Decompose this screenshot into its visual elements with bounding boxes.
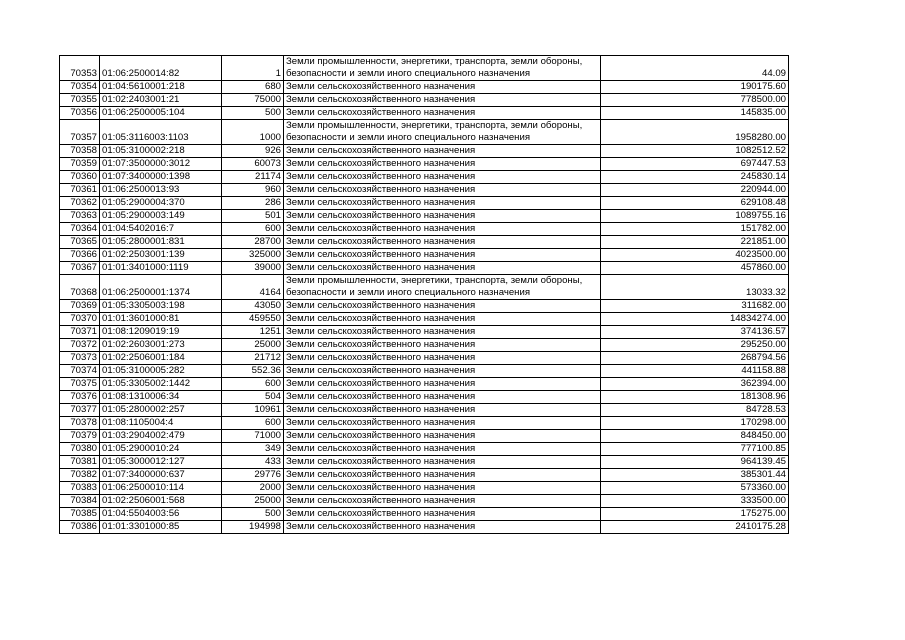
- area-cell: 28700: [222, 236, 284, 249]
- area-cell: 39000: [222, 262, 284, 275]
- land-category-cell: Земли промышленности, энергетики, транспорта, земли обороны, безопасности и земли иного специального назначения: [284, 56, 601, 81]
- cadastral-number-cell: 01:02:2403001:21: [100, 94, 222, 107]
- cadastral-value-cell: 441158.88: [601, 365, 789, 378]
- area-cell: 1000: [222, 120, 284, 145]
- area-cell: 600: [222, 378, 284, 391]
- row-number-cell: 70353: [60, 56, 100, 81]
- land-category-cell: Земли сельскохозяйственного назначения: [284, 417, 601, 430]
- cadastral-number-cell: 01:06:2500010:114: [100, 482, 222, 495]
- table-row: [60, 469, 789, 482]
- land-category-cell: Земли сельскохозяйственного назначения: [284, 223, 601, 236]
- cadastral-value-cell: 44.09: [601, 56, 789, 81]
- cadastral-number-cell: 01:06:2500001:1374: [100, 275, 222, 300]
- table-row: [60, 339, 789, 352]
- land-category-cell: Земли сельскохозяйственного назначения: [284, 236, 601, 249]
- area-cell: 459550: [222, 313, 284, 326]
- area-cell: 500: [222, 107, 284, 120]
- cadastral-number-cell: 01:05:2800002:257: [100, 404, 222, 417]
- land-category-cell: Земли сельскохозяйственного назначения: [284, 482, 601, 495]
- table-row: [60, 107, 789, 120]
- row-number-cell: 70378: [60, 417, 100, 430]
- row-number-cell: 70383: [60, 482, 100, 495]
- table-row: [60, 81, 789, 94]
- cadastral-value-cell: 1082512.52: [601, 145, 789, 158]
- area-cell: 1: [222, 56, 284, 81]
- cadastral-value-cell: 333500.00: [601, 495, 789, 508]
- cadastral-value-cell: 295250.00: [601, 339, 789, 352]
- row-number-cell: 70377: [60, 404, 100, 417]
- row-number-cell: 70376: [60, 391, 100, 404]
- land-category-cell: Земли сельскохозяйственного назначения: [284, 145, 601, 158]
- row-number-cell: 70361: [60, 184, 100, 197]
- cadastral-value-cell: 175275.00: [601, 508, 789, 521]
- table-row: [60, 326, 789, 339]
- cadastral-number-cell: 01:03:2904002:479: [100, 430, 222, 443]
- row-number-cell: 70360: [60, 171, 100, 184]
- table-row: [60, 404, 789, 417]
- cadastral-number-cell: 01:05:3116003:1103: [100, 120, 222, 145]
- row-number-cell: 70385: [60, 508, 100, 521]
- table-row: [60, 378, 789, 391]
- table-row: [60, 521, 789, 534]
- table-row: [60, 158, 789, 171]
- row-number-cell: 70374: [60, 365, 100, 378]
- cadastral-value-cell: 268794.56: [601, 352, 789, 365]
- table-row: [60, 145, 789, 158]
- cadastral-value-cell: 245830.14: [601, 171, 789, 184]
- cadastral-value-cell: 13033.32: [601, 275, 789, 300]
- area-cell: 29776: [222, 469, 284, 482]
- land-category-cell: Земли сельскохозяйственного назначения: [284, 94, 601, 107]
- table-row: [60, 184, 789, 197]
- row-number-cell: 70368: [60, 275, 100, 300]
- row-number-cell: 70373: [60, 352, 100, 365]
- table-row: [60, 262, 789, 275]
- row-number-cell: 70384: [60, 495, 100, 508]
- area-cell: 25000: [222, 339, 284, 352]
- table-row: [60, 495, 789, 508]
- cadastral-value-cell: 151782.00: [601, 223, 789, 236]
- cadastral-value-cell: 1089755.16: [601, 210, 789, 223]
- cadastral-value-cell: 848450.00: [601, 430, 789, 443]
- land-category-cell: Земли сельскохозяйственного назначения: [284, 443, 601, 456]
- row-number-cell: 70381: [60, 456, 100, 469]
- cadastral-number-cell: 01:05:2900003:149: [100, 210, 222, 223]
- cadastral-value-cell: 777100.85: [601, 443, 789, 456]
- land-category-cell: Земли сельскохозяйственного назначения: [284, 184, 601, 197]
- table-row: [60, 94, 789, 107]
- area-cell: 960: [222, 184, 284, 197]
- area-cell: 504: [222, 391, 284, 404]
- area-cell: 500: [222, 508, 284, 521]
- cadastral-number-cell: 01:04:5402016:7: [100, 223, 222, 236]
- cadastral-number-cell: 01:02:2506001:568: [100, 495, 222, 508]
- land-category-cell: Земли сельскохозяйственного назначения: [284, 262, 601, 275]
- land-category-cell: Земли сельскохозяйственного назначения: [284, 365, 601, 378]
- area-cell: 349: [222, 443, 284, 456]
- area-cell: 4164: [222, 275, 284, 300]
- table-row: [60, 508, 789, 521]
- cadastral-value-cell: 145835.00: [601, 107, 789, 120]
- land-category-cell: Земли промышленности, энергетики, транспорта, земли обороны, безопасности и земли иного специального назначения: [284, 120, 601, 145]
- table-row: [60, 236, 789, 249]
- cadastral-number-cell: 01:07:3400000:1398: [100, 171, 222, 184]
- cadastral-value-cell: 457860.00: [601, 262, 789, 275]
- cadastral-number-cell: 01:05:2900010:24: [100, 443, 222, 456]
- cadastral-number-cell: 01:05:2800001:831: [100, 236, 222, 249]
- cadastral-number-cell: 01:01:3301000:85: [100, 521, 222, 534]
- land-category-cell: Земли сельскохозяйственного назначения: [284, 404, 601, 417]
- land-category-cell: Земли сельскохозяйственного назначения: [284, 521, 601, 534]
- land-category-cell: Земли сельскохозяйственного назначения: [284, 81, 601, 94]
- row-number-cell: 70364: [60, 223, 100, 236]
- cadastral-number-cell: 01:01:3401000:1119: [100, 262, 222, 275]
- land-category-cell: Земли сельскохозяйственного назначения: [284, 378, 601, 391]
- cadastral-value-cell: 14834274.00: [601, 313, 789, 326]
- cadastral-value-cell: 1958280.00: [601, 120, 789, 145]
- table-row: [60, 443, 789, 456]
- area-cell: 71000: [222, 430, 284, 443]
- area-cell: 286: [222, 197, 284, 210]
- land-category-cell: Земли сельскохозяйственного назначения: [284, 391, 601, 404]
- table-row: [60, 300, 789, 313]
- row-number-cell: 70359: [60, 158, 100, 171]
- cadastral-number-cell: 01:08:1310006:34: [100, 391, 222, 404]
- cadastral-value-cell: 778500.00: [601, 94, 789, 107]
- row-number-cell: 70370: [60, 313, 100, 326]
- cadastral-number-cell: 01:08:1105004:4: [100, 417, 222, 430]
- table-row: [60, 171, 789, 184]
- area-cell: 600: [222, 223, 284, 236]
- area-cell: 10961: [222, 404, 284, 417]
- land-category-cell: Земли сельскохозяйственного назначения: [284, 197, 601, 210]
- area-cell: 600: [222, 417, 284, 430]
- row-number-cell: 70358: [60, 145, 100, 158]
- area-cell: 21712: [222, 352, 284, 365]
- cadastral-value-cell: 964139.45: [601, 456, 789, 469]
- row-number-cell: 70379: [60, 430, 100, 443]
- table-row: [60, 352, 789, 365]
- row-number-cell: 70367: [60, 262, 100, 275]
- table-row: [60, 197, 789, 210]
- row-number-cell: 70382: [60, 469, 100, 482]
- area-cell: 325000: [222, 249, 284, 262]
- table-row: [60, 482, 789, 495]
- table-row: [60, 430, 789, 443]
- table-row: [60, 417, 789, 430]
- cadastral-value-cell: 220944.00: [601, 184, 789, 197]
- area-cell: 680: [222, 81, 284, 94]
- table-row: [60, 223, 789, 236]
- cadastral-value-cell: 181308.96: [601, 391, 789, 404]
- cadastral-number-cell: 01:05:3305003:198: [100, 300, 222, 313]
- table-row: [60, 275, 789, 300]
- land-category-cell: Земли сельскохозяйственного назначения: [284, 352, 601, 365]
- table-row: [60, 249, 789, 262]
- row-number-cell: 70355: [60, 94, 100, 107]
- row-number-cell: 70363: [60, 210, 100, 223]
- land-category-cell: Земли сельскохозяйственного назначения: [284, 171, 601, 184]
- area-cell: 43050: [222, 300, 284, 313]
- row-number-cell: 70357: [60, 120, 100, 145]
- cadastral-number-cell: 01:04:5610001:218: [100, 81, 222, 94]
- cadastral-value-cell: 221851.00: [601, 236, 789, 249]
- cadastral-value-cell: 385301.44: [601, 469, 789, 482]
- cadastral-number-cell: 01:05:3100005:282: [100, 365, 222, 378]
- cadastral-value-cell: 374136.57: [601, 326, 789, 339]
- area-cell: 194998: [222, 521, 284, 534]
- cadastral-number-cell: 01:05:3000012:127: [100, 456, 222, 469]
- land-category-cell: Земли сельскохозяйственного назначения: [284, 210, 601, 223]
- land-category-cell: Земли сельскохозяйственного назначения: [284, 107, 601, 120]
- table-row: [60, 210, 789, 223]
- area-cell: 60073: [222, 158, 284, 171]
- land-category-cell: Земли сельскохозяйственного назначения: [284, 469, 601, 482]
- cadastral-number-cell: 01:07:3500000:3012: [100, 158, 222, 171]
- table-row: [60, 120, 789, 145]
- area-cell: 21174: [222, 171, 284, 184]
- area-cell: 433: [222, 456, 284, 469]
- land-category-cell: Земли сельскохозяйственного назначения: [284, 456, 601, 469]
- cadastral-number-cell: 01:06:2500013:93: [100, 184, 222, 197]
- area-cell: 501: [222, 210, 284, 223]
- cadastral-number-cell: 01:06:2500014:82: [100, 56, 222, 81]
- row-number-cell: 70369: [60, 300, 100, 313]
- land-category-cell: Земли сельскохозяйственного назначения: [284, 495, 601, 508]
- cadastral-number-cell: 01:05:3100002:218: [100, 145, 222, 158]
- land-category-cell: Земли сельскохозяйственного назначения: [284, 158, 601, 171]
- cadastral-value-cell: 2410175.28: [601, 521, 789, 534]
- table-body: [60, 56, 789, 534]
- area-cell: 1251: [222, 326, 284, 339]
- row-number-cell: 70356: [60, 107, 100, 120]
- cadastral-value-cell: 311682.00: [601, 300, 789, 313]
- cadastral-number-cell: 01:02:2506001:184: [100, 352, 222, 365]
- cadastral-number-cell: 01:05:3305002:1442: [100, 378, 222, 391]
- cadastral-number-cell: 01:02:2503001:139: [100, 249, 222, 262]
- area-cell: 75000: [222, 94, 284, 107]
- land-category-cell: Земли сельскохозяйственного назначения: [284, 249, 601, 262]
- cadastral-number-cell: 01:05:2900004:370: [100, 197, 222, 210]
- cadastral-value-cell: 697447.53: [601, 158, 789, 171]
- cadastral-value-cell: 573360.00: [601, 482, 789, 495]
- cadastral-value-cell: 84728.53: [601, 404, 789, 417]
- row-number-cell: 70372: [60, 339, 100, 352]
- table-row: [60, 391, 789, 404]
- row-number-cell: 70365: [60, 236, 100, 249]
- area-cell: 2000: [222, 482, 284, 495]
- cadastral-value-cell: 4023500.00: [601, 249, 789, 262]
- land-category-cell: Земли сельскохозяйственного назначения: [284, 508, 601, 521]
- cadastral-value-cell: 170298.00: [601, 417, 789, 430]
- land-category-cell: Земли сельскохозяйственного назначения: [284, 430, 601, 443]
- area-cell: 25000: [222, 495, 284, 508]
- cadastral-number-cell: 01:07:3400000:637: [100, 469, 222, 482]
- area-cell: 926: [222, 145, 284, 158]
- row-number-cell: 70386: [60, 521, 100, 534]
- area-cell: 552.36: [222, 365, 284, 378]
- table-row: [60, 456, 789, 469]
- cadastral-value-cell: 190175.60: [601, 81, 789, 94]
- row-number-cell: 70362: [60, 197, 100, 210]
- cadastral-number-cell: 01:01:3601000:81: [100, 313, 222, 326]
- land-parcels-table: [59, 55, 789, 534]
- spreadsheet-page: [59, 55, 789, 534]
- land-category-cell: Земли сельскохозяйственного назначения: [284, 300, 601, 313]
- row-number-cell: 70354: [60, 81, 100, 94]
- cadastral-number-cell: 01:04:5504003:56: [100, 508, 222, 521]
- row-number-cell: 70366: [60, 249, 100, 262]
- land-category-cell: Земли сельскохозяйственного назначения: [284, 313, 601, 326]
- cadastral-value-cell: 362394.00: [601, 378, 789, 391]
- row-number-cell: 70371: [60, 326, 100, 339]
- row-number-cell: 70380: [60, 443, 100, 456]
- land-category-cell: Земли сельскохозяйственного назначения: [284, 339, 601, 352]
- cadastral-number-cell: 01:06:2500005:104: [100, 107, 222, 120]
- cadastral-value-cell: 629108.48: [601, 197, 789, 210]
- table-row: [60, 56, 789, 81]
- land-category-cell: Земли сельскохозяйственного назначения: [284, 326, 601, 339]
- cadastral-number-cell: 01:02:2603001:273: [100, 339, 222, 352]
- table-row: [60, 313, 789, 326]
- table-row: [60, 365, 789, 378]
- row-number-cell: 70375: [60, 378, 100, 391]
- cadastral-number-cell: 01:08:1209019:19: [100, 326, 222, 339]
- land-category-cell: Земли промышленности, энергетики, транспорта, земли обороны, безопасности и земли иного специального назначения: [284, 275, 601, 300]
